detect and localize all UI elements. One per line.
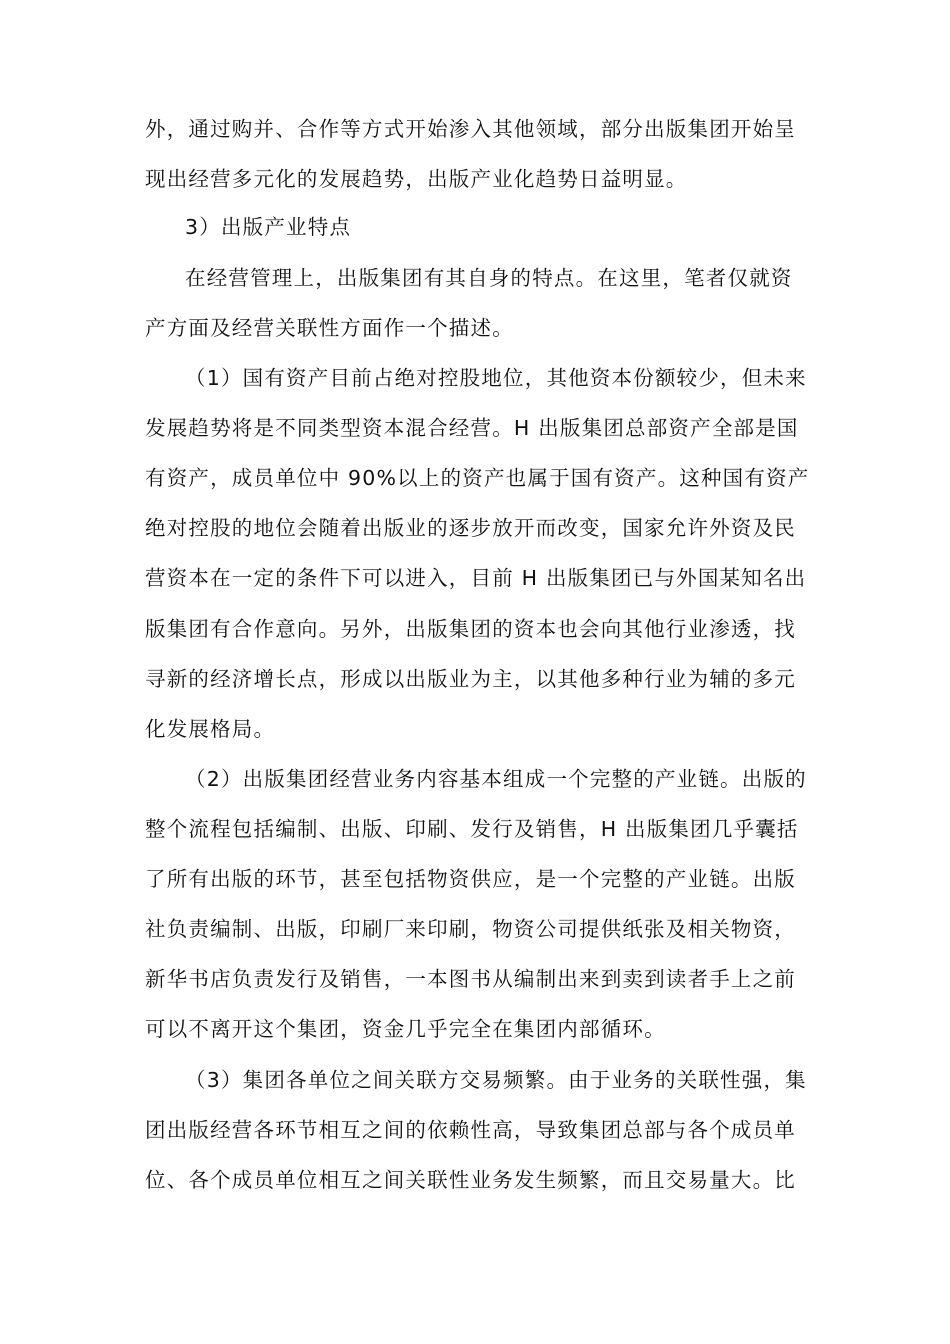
paragraph-line: 可以不离开这个集团，资金几乎完全在集团内部循环。: [145, 1017, 666, 1041]
section-heading: 3）出版产业特点: [185, 215, 352, 239]
paragraph-line: 外，通过购并、合作等方式开始渗入其他领域，部分出版集团开始呈: [145, 117, 796, 141]
paragraph-line: 新华书店负责发行及销售，一本图书从编制出来到卖到读者手上之前: [145, 967, 796, 991]
paragraph-line: （1）国有资产目前占绝对控股地位，其他资本份额较少，但未来: [185, 366, 807, 390]
paragraph-line: 产方面及经营关联性方面作一个描述。: [145, 316, 514, 340]
paragraph-line: 现出经营多元化的发展趋势，出版产业化趋势日益明显。: [145, 167, 688, 191]
paragraph-line: 绝对控股的地位会随着出版业的逐步放开而改变，国家允许外资及民: [145, 516, 796, 540]
paragraph-line: 社负责编制、出版，印刷厂来印刷，物资公司提供纸张及相关物资，: [145, 917, 796, 941]
paragraph-line: 营资本在一定的条件下可以进入，目前 H 出版集团已与外国某知名出: [145, 566, 807, 590]
paragraph-line: 位、各个成员单位相互之间关联性业务发生频繁，而且交易量大。比: [145, 1168, 796, 1192]
paragraph-line: 发展趋势将是不同类型资本混合经营。H 出版集团总部资产全部是国: [145, 416, 799, 440]
paragraph-line: 团出版经营各环节相互之间的依赖性高，导致集团总部与各个成员单: [145, 1118, 796, 1142]
paragraph-line: 在经营管理上，出版集团有其自身的特点。在这里，笔者仅就资: [185, 266, 793, 290]
paragraph-line: 化发展格局。: [145, 717, 276, 741]
paragraph-line: 整个流程包括编制、出版、印刷、发行及销售，H 出版集团几乎囊括: [145, 817, 799, 841]
paragraph-line: （2）出版集团经营业务内容基本组成一个完整的产业链。出版的: [185, 767, 807, 791]
paragraph-line: 版集团有合作意向。另外，出版集团的资本也会向其他行业渗透，找: [145, 617, 796, 641]
paragraph-line: 了所有出版的环节，甚至包括物资供应，是一个完整的产业链。出版: [145, 867, 796, 891]
paragraph-line: （3）集团各单位之间关联方交易频繁。由于业务的关联性强，集: [185, 1068, 807, 1092]
paragraph-line: 寻新的经济增长点，形成以出版业为主，以其他多种行业为辅的多元: [145, 667, 796, 691]
paragraph-line: 有资产，成员单位中 90%以上的资产也属于国有资产。这种国有资产: [145, 466, 810, 490]
